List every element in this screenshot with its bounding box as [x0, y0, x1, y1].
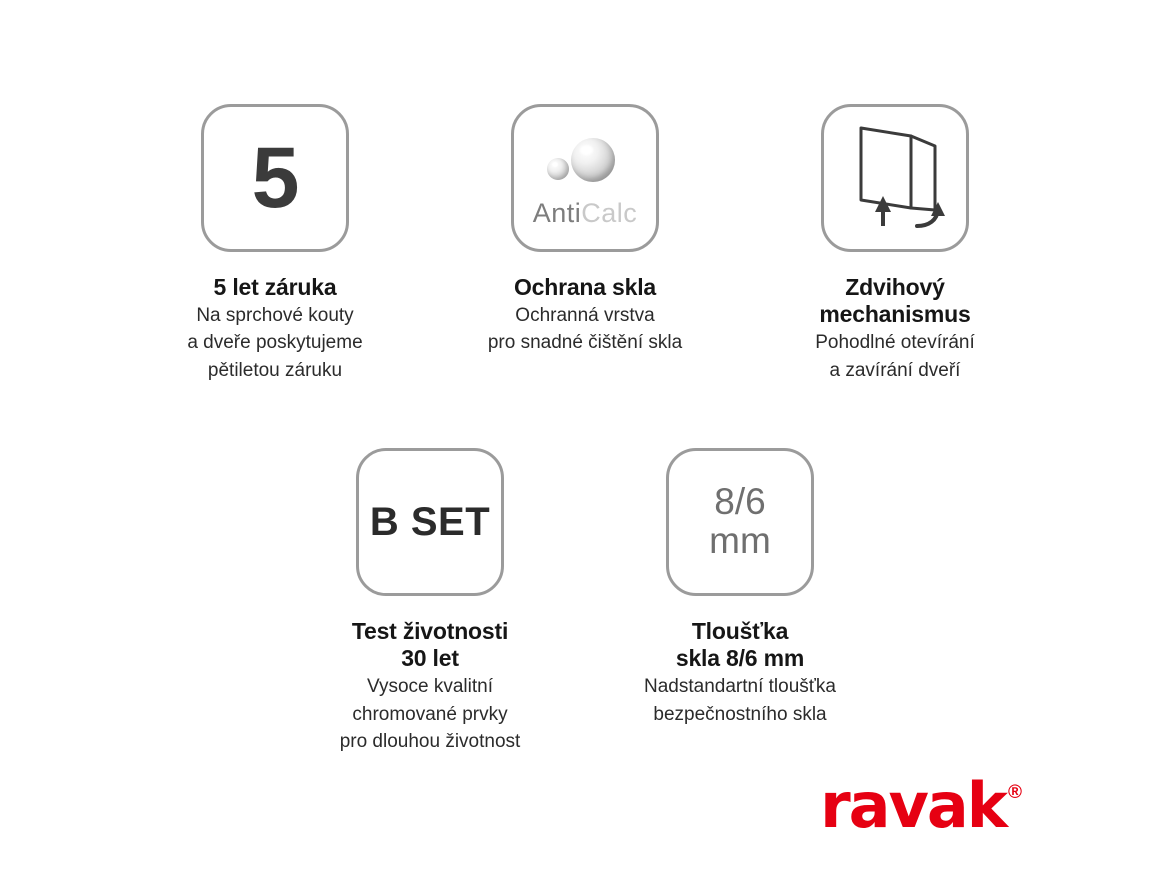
- warranty-title: 5 let záruka: [213, 274, 337, 300]
- feature-lift-mechanism: [770, 104, 1020, 383]
- lift-mechanism-icon-box: [821, 104, 969, 252]
- glass-thickness-glyph: [709, 483, 771, 561]
- glass-protection-title: Ochrana skla: [513, 274, 657, 300]
- glass-thickness-icon: [669, 451, 811, 593]
- durability-test-title-line-1: Test životnosti: [351, 618, 509, 644]
- anticalc-text-anti: Anti: [532, 197, 582, 228]
- brand-logo-wordmark: ravak: [820, 769, 1006, 843]
- droplet-small-icon: [547, 158, 569, 180]
- warranty-line-3: pětiletou záruku: [207, 359, 343, 381]
- lift-mechanism-title-line-2: mechanismus: [819, 301, 971, 328]
- anticalc-text-calc: Calc: [581, 197, 638, 228]
- glass-protection-icon-box: [511, 104, 659, 252]
- glass-thickness-line-1: Nadstandartní tloušťka: [644, 676, 836, 698]
- lift-mechanism-line-2: a zavírání dveří: [829, 359, 961, 381]
- feature-row-bottom: [280, 448, 890, 754]
- glass-protection-line-1: Ochranná vrstva: [515, 305, 655, 327]
- feature-row-top: [148, 104, 1022, 383]
- feature-warranty: [150, 104, 400, 383]
- durability-test-line-2: chromované prvky: [352, 703, 508, 725]
- b-set-icon: [359, 451, 501, 593]
- door-svg: [835, 122, 955, 234]
- durability-test-icon-box: [356, 448, 504, 596]
- water-droplets-icon: [525, 134, 645, 196]
- glass-thickness-unit: mm: [709, 520, 771, 561]
- glass-thickness-value: 8/6: [714, 481, 766, 523]
- number-5-icon: [204, 107, 346, 249]
- feature-glass-protection: [460, 104, 710, 356]
- brand-logo: [820, 769, 1022, 843]
- durability-test-line-3: pro dlouhou životnost: [339, 730, 521, 752]
- feature-glass-thickness: [615, 448, 865, 727]
- lift-mechanism-line-1: Pohodlné otevírání: [815, 332, 975, 354]
- warranty-line-2: a dveře poskytujeme: [187, 332, 363, 354]
- anticalc-droplets-icon: [514, 107, 656, 249]
- brand-registered-mark: ®: [1008, 782, 1022, 804]
- warranty-icon-box: [201, 104, 349, 252]
- glass-thickness-title-line-2: skla 8/6 mm: [675, 645, 805, 672]
- glass-thickness-caption: [644, 618, 836, 727]
- lift-mechanism-caption: [815, 274, 975, 383]
- glass-thickness-line-2: bezpečnostního skla: [653, 703, 827, 725]
- glass-protection-line-2: pro snadné čištění skla: [487, 332, 683, 354]
- glass-thickness-title-line-1: Tloušťka: [691, 618, 789, 644]
- droplet-large-icon: [571, 138, 615, 182]
- lift-door-mechanism-icon: [824, 107, 966, 249]
- durability-test-title-line-2: 30 let: [401, 645, 459, 672]
- warranty-caption: [187, 274, 362, 383]
- number-5-glyph: 5: [251, 130, 299, 226]
- durability-test-caption: [340, 618, 521, 754]
- warranty-line-1: Na sprchové kouty: [196, 305, 354, 327]
- glass-protection-caption: [488, 274, 682, 356]
- b-set-glyph: B SET: [369, 499, 491, 544]
- glass-thickness-icon-box: [666, 448, 814, 596]
- durability-test-line-1: Vysoce kvalitní: [366, 676, 493, 698]
- lift-mechanism-title-line-1: Zdvihový: [845, 274, 945, 300]
- feature-durability-test: [305, 448, 555, 754]
- anticalc-wordmark: [533, 198, 638, 229]
